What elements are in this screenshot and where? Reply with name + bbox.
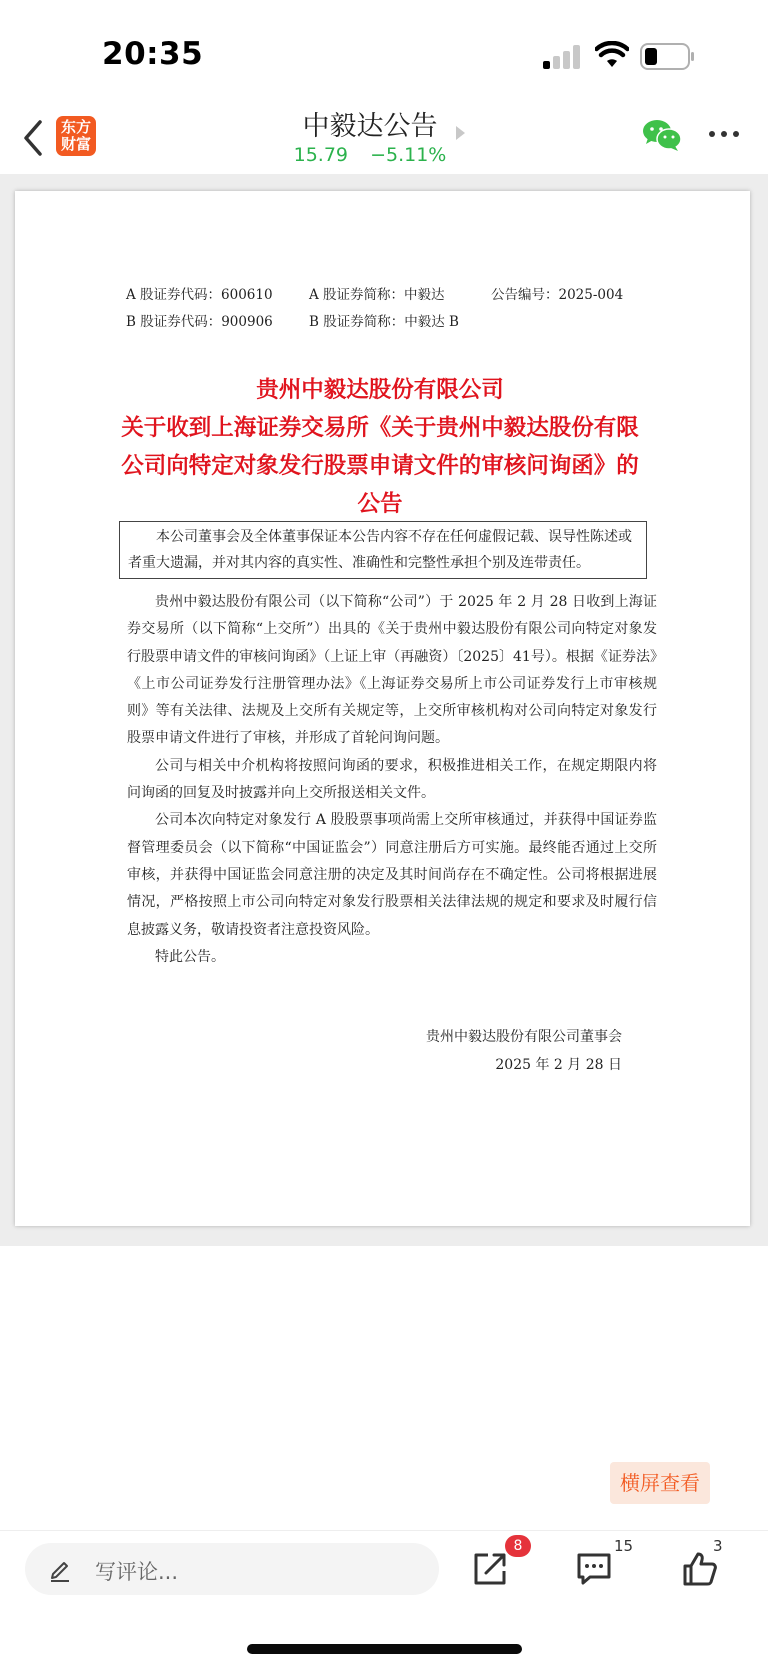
share-icon[interactable] xyxy=(470,1549,510,1589)
disclaimer-box: 本公司董事会及全体董事保证本公告内容不存在任何虚假记载、误导性陈述或者重大遗漏，并对其内容的真实性、准确性和完整性承担个别及连带责任。 xyxy=(119,521,647,579)
nav-bar xyxy=(0,100,768,174)
body-paragraph: 特此公告。 xyxy=(155,948,225,965)
bottom-toolbar xyxy=(0,1530,768,1611)
wechat-share-icon[interactable] xyxy=(642,118,682,152)
cellular-signal-icon xyxy=(543,45,583,69)
announcement-body xyxy=(127,589,657,971)
share-badge: 8 xyxy=(505,1535,531,1557)
more-options-icon[interactable] xyxy=(708,128,740,140)
comment-count: 15 xyxy=(614,1537,634,1555)
landscape-view-button[interactable]: 横屏查看 xyxy=(610,1462,710,1504)
b-share-name: B 股证券简称：中毅达 B xyxy=(309,314,459,330)
announcement-title xyxy=(115,371,645,523)
signature-company: 贵州中毅达股份有限公司董事会 xyxy=(426,1029,622,1045)
app-logo-line2: 财富 xyxy=(60,135,91,153)
comments-icon[interactable] xyxy=(574,1549,614,1589)
app-logo[interactable] xyxy=(56,116,96,156)
stock-price: 15.79 xyxy=(293,144,349,166)
title-line: 贵州中毅达股份有限公司 xyxy=(256,377,504,403)
comment-placeholder: 写评论... xyxy=(95,1560,179,1584)
signature-block xyxy=(426,1023,622,1079)
signature-date: 2025 年 2 月 28 日 xyxy=(495,1057,622,1073)
notice-number: 公告编号：2025-004 xyxy=(491,287,624,303)
a-share-name: A 股证券简称：中毅达 xyxy=(309,287,445,303)
status-bar xyxy=(0,0,768,100)
comment-input[interactable] xyxy=(25,1543,439,1595)
app-logo-line1: 东方 xyxy=(60,118,91,136)
home-indicator[interactable] xyxy=(247,1644,522,1654)
stock-change: −5.11% xyxy=(370,144,447,166)
title-line: 关于收到上海证券交易所《关于贵州中毅达股份有限 xyxy=(121,415,639,441)
title-line: 公告 xyxy=(357,491,403,517)
thumbs-up-icon[interactable] xyxy=(680,1549,720,1589)
battery-icon xyxy=(640,43,696,70)
body-paragraph: 公司本次向特定对象发行 A 股股票事项尚需上交所审核通过，并获得中国证券监督管理委员会（以下简称“中国证监会”）同意注册后方可实施。最终能否通过上交所审核，并获得中国证监会同意注册的决定及其时间尚存在不确定性。公司将根据进展情况，严格按照上市公司向特定对象发行股票相关法律法规的规定和要求及时履行信息披露义务，敬请投资者注意投资风险。 xyxy=(127,812,657,938)
back-arrow-icon[interactable] xyxy=(18,118,50,158)
pen-icon xyxy=(47,1556,73,1582)
a-share-code: A 股证券代码：600610 xyxy=(126,287,273,303)
document-viewer[interactable] xyxy=(0,174,768,1246)
b-share-code: B 股证券代码：900906 xyxy=(126,314,273,330)
title-line: 公司向特定对象发行股票申请文件的审核问询函》的 xyxy=(121,453,639,479)
body-paragraph: 贵州中毅达股份有限公司（以下简称“公司”）于 2025 年 2 月 28 日收到上海证券交易所（以下简称“上交所”）出具的《关于贵州中毅达股份有限公司向特定对象发行股票申请文件的审核问询函》（上证上审（再融资）〔2025〕41号）。根据《证券法》《上市公司证券发行注册管理办法》《上海证券交易所上市公司证券发行上市审核规则》等有关法律、法规及上交所有关规定等，上交所审核机构对公司向特定对象发行股票申请文件进行了审核，并形成了首轮问询问题。 xyxy=(127,594,657,747)
caret-right-icon[interactable] xyxy=(456,126,465,140)
document-page xyxy=(15,191,750,1226)
stock-quote xyxy=(230,144,510,166)
wifi-icon xyxy=(595,41,629,69)
page-title: 中毅达公告 xyxy=(302,111,438,142)
like-count: 3 xyxy=(713,1537,723,1555)
body-paragraph: 公司与相关中介机构将按照问询函的要求，积极推进相关工作，在规定期限内将问询函的回复及时披露并向上交所报送相关文件。 xyxy=(127,757,657,802)
status-time: 20:35 xyxy=(102,36,204,72)
